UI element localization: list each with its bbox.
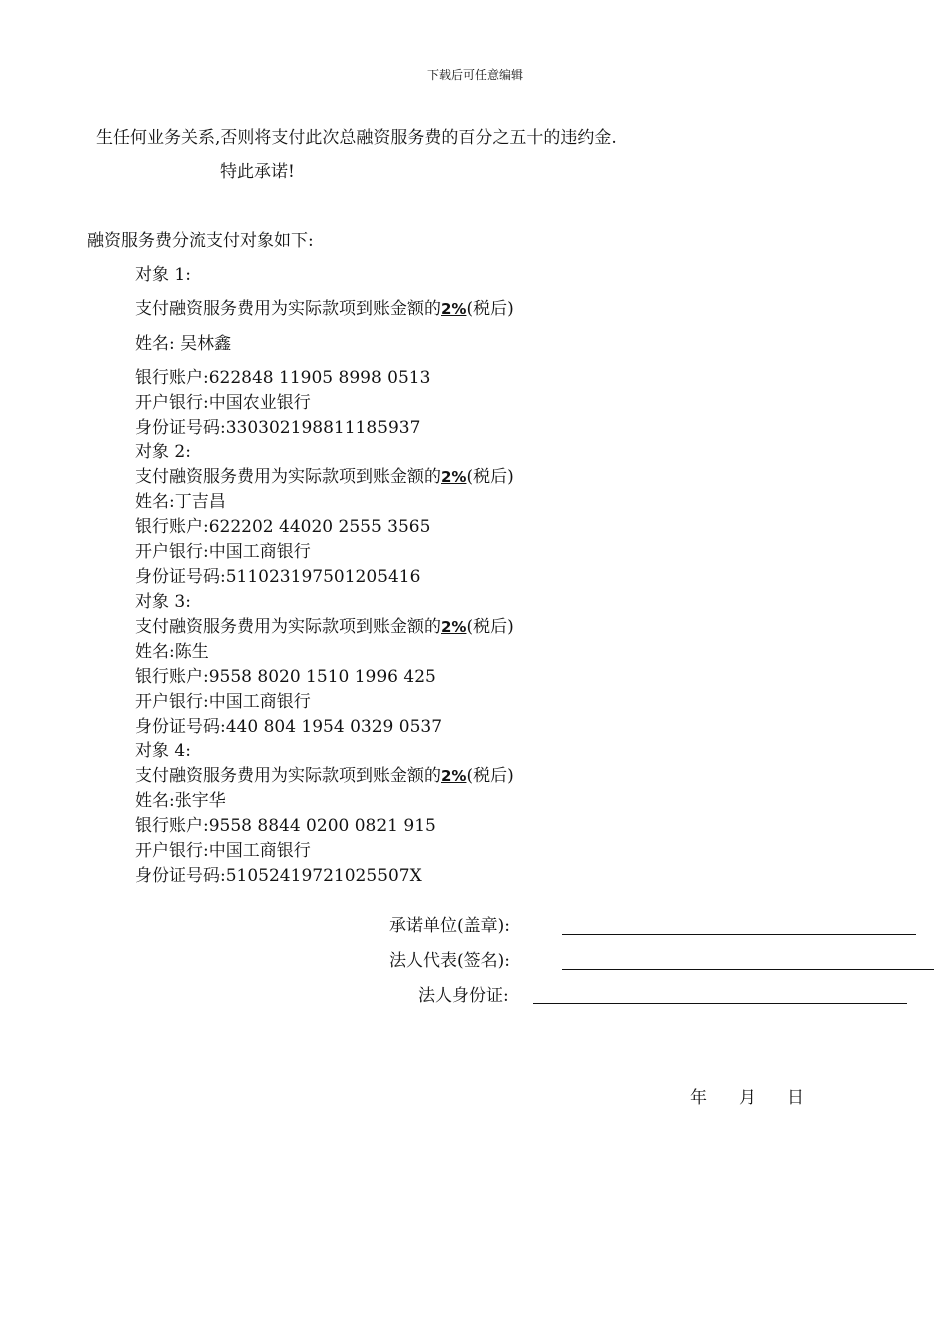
fee-percent: 2% (441, 618, 467, 636)
fee-prefix: 支付融资服务费用为实际款项到账金额的 (135, 617, 441, 637)
hereby-statement: 特此承诺! (220, 162, 295, 182)
object-4-title: 对象 4: (135, 741, 191, 761)
fee-percent: 2% (441, 300, 467, 318)
object-1-fee (135, 299, 514, 319)
object-1-account: 银行账户:622848 11905 8998 0513 (135, 368, 431, 388)
object-2-bank: 开户银行:中国工商银行 (135, 542, 311, 562)
object-1-name: 姓名: 吴林鑫 (135, 334, 232, 354)
object-4-bank: 开户银行:中国工商银行 (135, 841, 311, 861)
fee-suffix: (税后) (466, 617, 514, 637)
object-2-title: 对象 2: (135, 442, 191, 462)
object-3-id: 身份证号码:440 804 1954 0329 0537 (135, 717, 443, 737)
object-2-fee (135, 467, 514, 487)
object-4-account: 银行账户:9558 8844 0200 0821 915 (135, 816, 436, 836)
object-3-name: 姓名:陈生 (135, 642, 209, 662)
fee-suffix: (税后) (466, 467, 514, 487)
fee-suffix: (税后) (466, 299, 514, 319)
sign-legal-id-line[interactable] (533, 1003, 907, 1004)
object-1-id: 身份证号码:330302198811185937 (135, 418, 421, 438)
object-4-id: 身份证号码:51052419721025507X (135, 866, 422, 886)
object-1-bank: 开户银行:中国农业银行 (135, 393, 311, 413)
list-title: 融资服务费分流支付对象如下: (87, 231, 314, 251)
date-year: 年 (690, 1088, 707, 1108)
object-3-title: 对象 3: (135, 592, 191, 612)
fee-suffix: (税后) (466, 766, 514, 786)
sign-unit-label: 承诺单位(盖章): (389, 916, 510, 936)
object-4-name: 姓名:张宇华 (135, 791, 226, 811)
object-3-account: 银行账户:9558 8020 1510 1996 425 (135, 667, 436, 687)
object-2-account: 银行账户:622202 44020 2555 3565 (135, 517, 431, 537)
fee-percent: 2% (441, 468, 467, 486)
date-month: 月 (739, 1088, 756, 1108)
sign-unit-line[interactable] (562, 934, 916, 935)
date-day: 日 (787, 1088, 804, 1108)
object-3-bank: 开户银行:中国工商银行 (135, 692, 311, 712)
fee-percent: 2% (441, 767, 467, 785)
sign-legal-id-label: 法人身份证: (418, 986, 509, 1006)
sign-legal-rep-line[interactable] (562, 969, 934, 970)
intro-continuation: 生任何业务关系,否则将支付此次总融资服务费的百分之五十的违约金. (96, 128, 617, 148)
sign-legal-rep-label: 法人代表(签名): (389, 951, 510, 971)
object-3-fee (135, 617, 514, 637)
fee-prefix: 支付融资服务费用为实际款项到账金额的 (135, 766, 441, 786)
object-2-id: 身份证号码:511023197501205416 (135, 567, 421, 587)
page-header: 下载后可任意编辑 (426, 68, 523, 82)
fee-prefix: 支付融资服务费用为实际款项到账金额的 (135, 299, 441, 319)
object-1-title: 对象 1: (135, 265, 191, 285)
object-2-name: 姓名:丁吉昌 (135, 492, 226, 512)
fee-prefix: 支付融资服务费用为实际款项到账金额的 (135, 467, 441, 487)
object-4-fee (135, 766, 514, 786)
